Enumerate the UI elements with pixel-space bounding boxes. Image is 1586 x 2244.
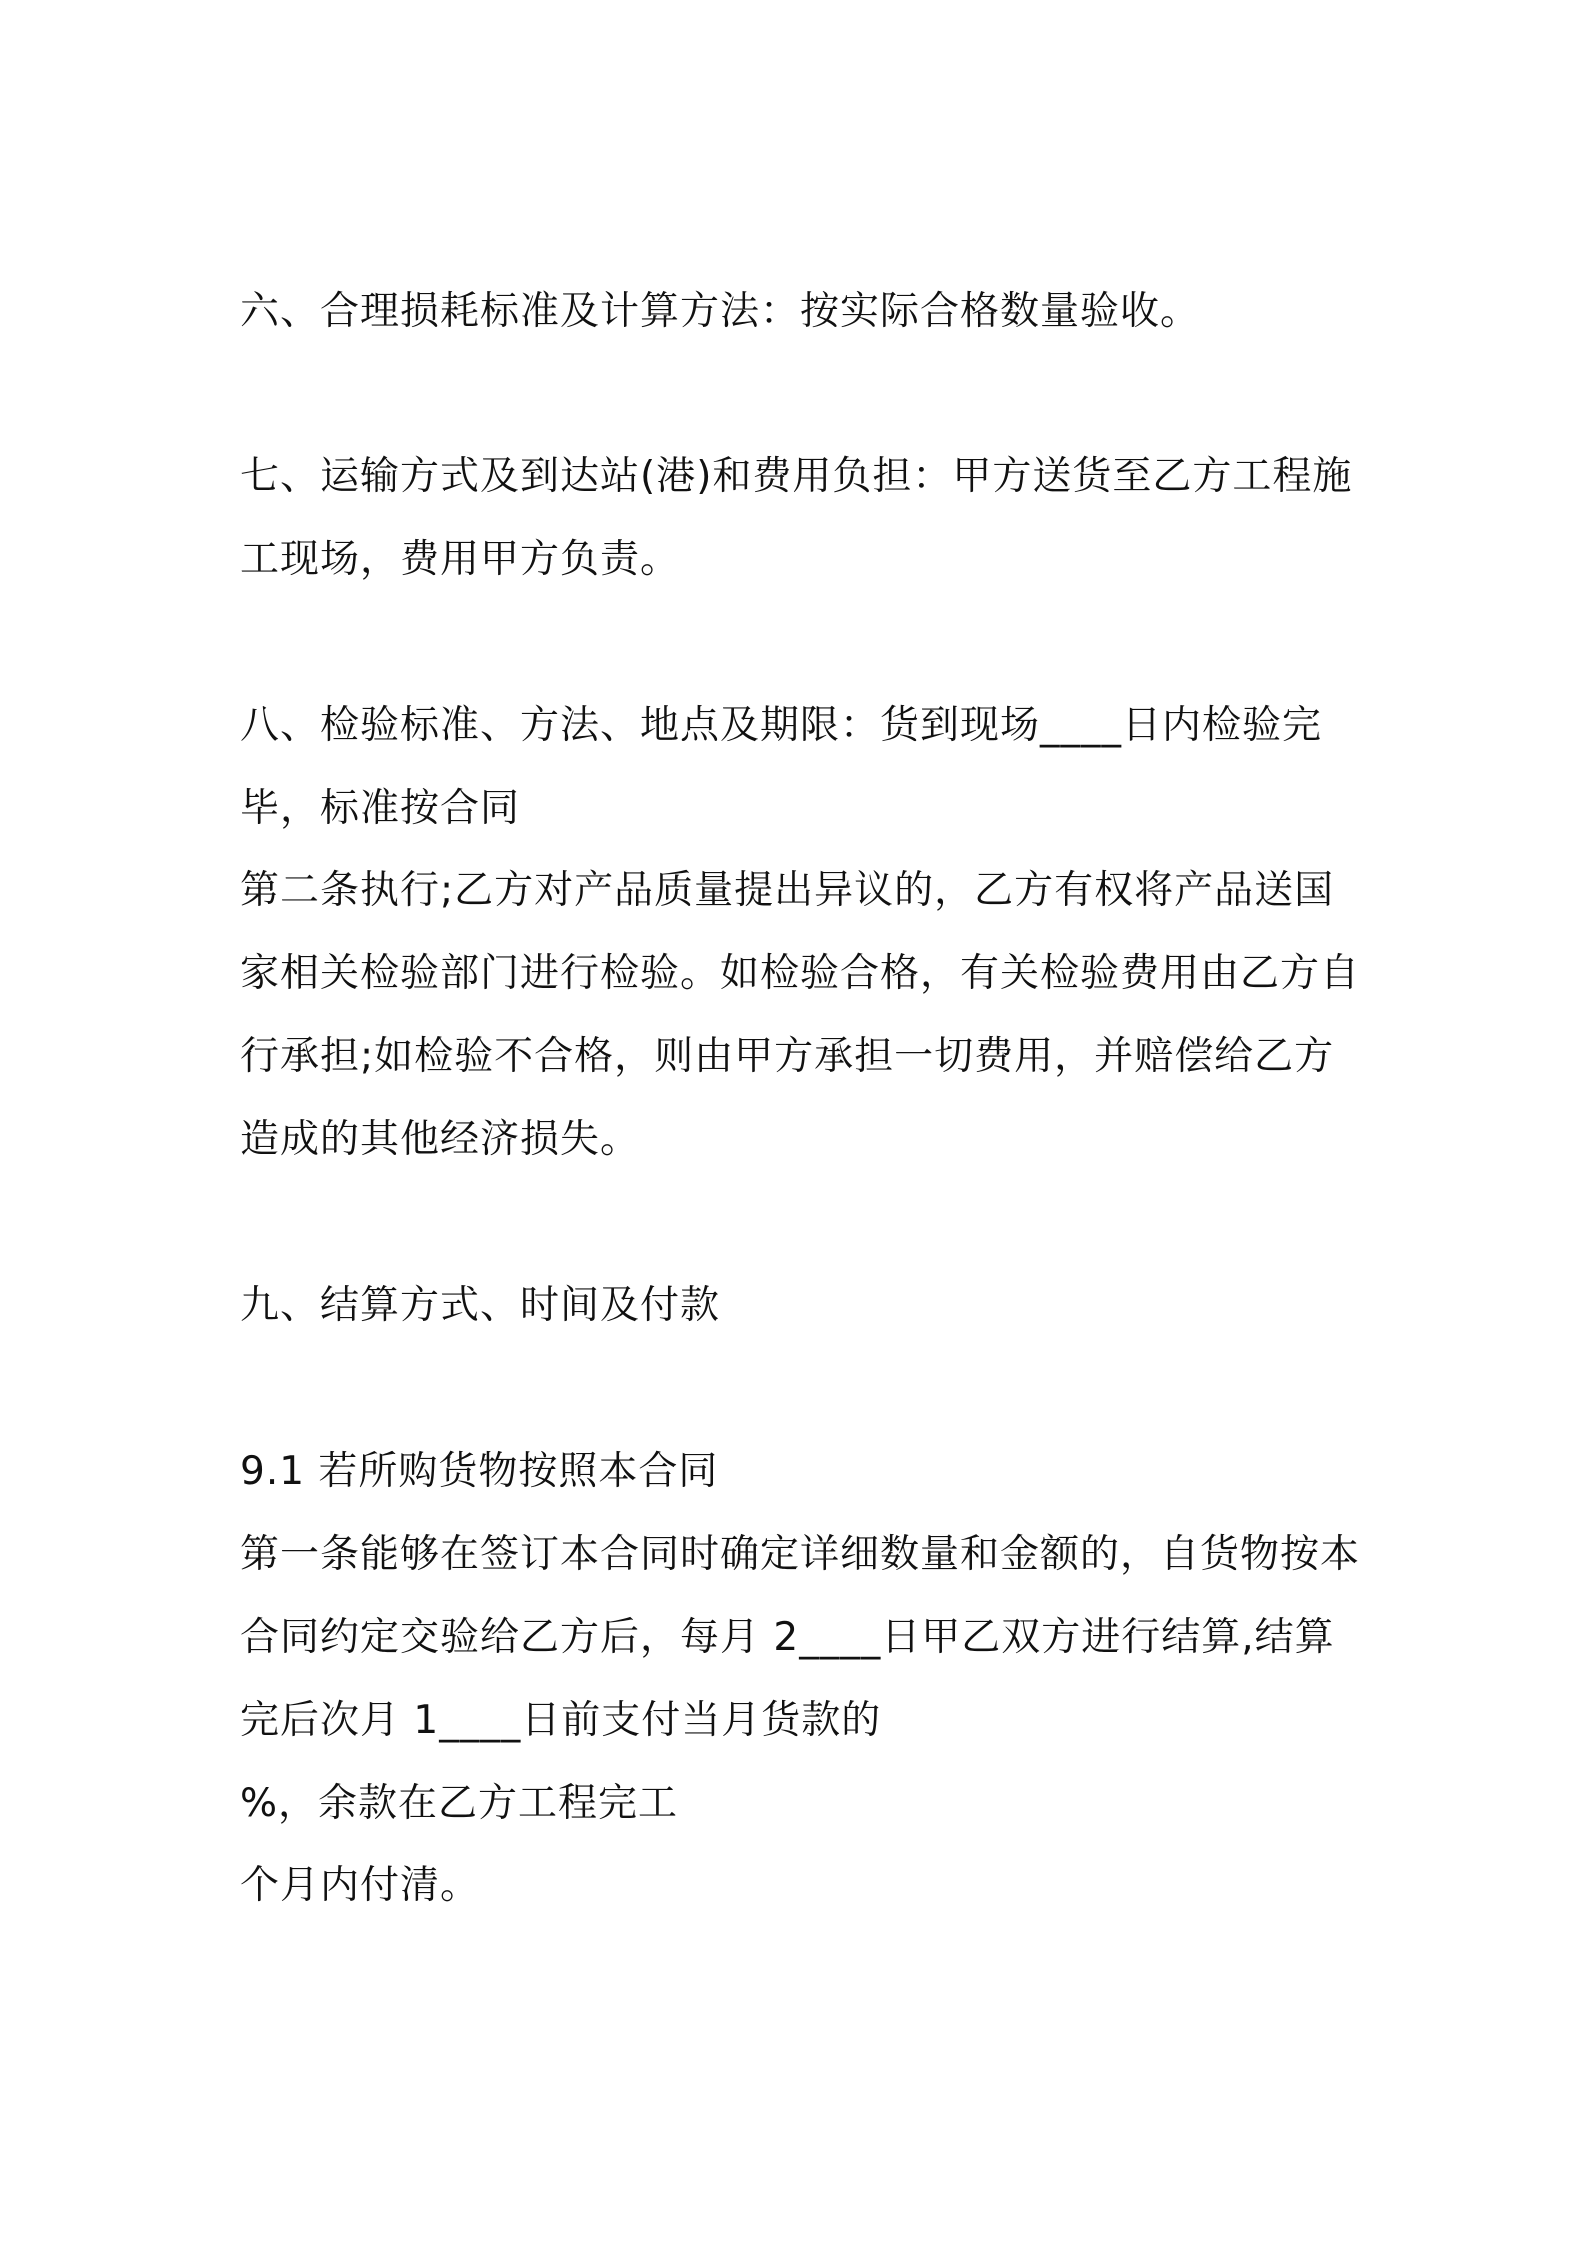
clause-8-line-3: 第二条执行;乙方对产品质量提出异议的，乙方有权将产品送国	[240, 868, 1335, 913]
clause-9-1-line-3: 合同约定交验给乙方后，每月 2____日甲乙双方进行结算,结算	[240, 1615, 1335, 1660]
clause-9-1-line-1: 9.1 若所购货物按照本合同	[240, 1449, 719, 1494]
clause-9-1-line-4: 完后次月 1____日前支付当月货款的	[240, 1698, 882, 1743]
clause-9-1-line-6: 个月内付清。	[240, 1863, 481, 1908]
clause-8-line-5: 行承担;如检验不合格，则由甲方承担一切费用，并赔偿给乙方	[240, 1034, 1335, 1079]
clause-8-line-1: 八、检验标准、方法、地点及期限：货到现场____日内检验完	[240, 703, 1323, 748]
clause-8-line-6: 造成的其他经济损失。	[240, 1117, 641, 1162]
clause-7-line-2: 工现场，费用甲方负责。	[240, 537, 681, 582]
clause-6-line: 六、合理损耗标准及计算方法：按实际合格数量验收。	[240, 289, 1201, 334]
clause-8-line-2: 毕，标准按合同	[240, 786, 521, 831]
clause-9-1-line-2: 第一条能够在签订本合同时确定详细数量和金额的，自货物按本	[240, 1532, 1361, 1577]
clause-7-line-1: 七、运输方式及到达站(港)和费用负担：甲方送货至乙方工程施	[240, 454, 1353, 499]
clause-9-1-line-5: %，余款在乙方工程完工	[240, 1781, 679, 1826]
clause-8-line-4: 家相关检验部门进行检验。如检验合格，有关检验费用由乙方自	[240, 951, 1361, 996]
clause-9-heading: 九、结算方式、时间及付款	[240, 1283, 721, 1328]
